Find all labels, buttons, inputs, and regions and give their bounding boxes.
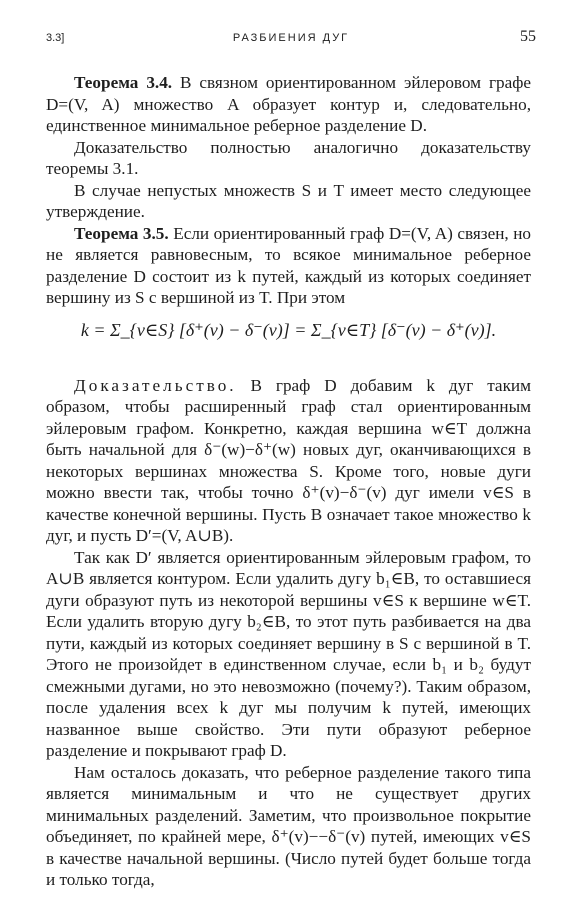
theorem-text: В связном ориентированном эйлеровом графе D=(V, A) множество A образует контур и, следовательно, единственное минимальное реберное разделение D.	[46, 73, 532, 135]
paragraph-text: Доказательство полностью аналогично доказательству теоремы 3.1.	[46, 137, 531, 178]
page-number: 55	[520, 28, 536, 45]
display-formula: k = Σ_{v∈S} [δ⁺(v) − δ⁻(v)] = Σ_{v∈T} [δ⁻(v) − δ⁺(v)].	[80, 319, 497, 340]
theorem-text: Если ориентированный граф D=(V, A) связен, но не является равновесным, то всякое минимальное реберное разделение D состоит из k путей, каждый из которых соединяет вершину из S с вершиной из T. При этом	[46, 223, 531, 307]
proof-reference	[46, 137, 531, 180]
continuation-paragraph	[46, 547, 531, 762]
paragraph-text: В случае непустых множеств S и T имеет место следующее утверждение.	[46, 180, 531, 221]
nonempty-case	[46, 180, 531, 223]
page-header	[46, 28, 536, 50]
running-title: РАЗБИЕНИЯ ДУГ	[232, 32, 350, 44]
paragraph-text: Так как D′ является ориентированным эйлеровым графом, то A∪B является контуром. Если удалить дугу b₁∈B, то оставшиеся дуги образуют путь из некоторой вершины v∈S к вершине w∈T. Если удалить вторую дугу b₂∈B, то этот путь разбивается на два пути, каждый из которых соединяет вершину в S с вершиной в T. Этого не произойдет в единственном случае, если b₁ и b₂ будут смежными дугами, но это невозможно (почему?). Таким образом, после удаления всех k дуг мы получим k путей, имеющих названное выше свойство. Эти пути образуют реберное разделение и покрывают граф D.	[46, 547, 531, 760]
page-body	[46, 72, 531, 891]
proof-text: В граф D добавим k дуг таким образом, чтобы расширенный граф стал ориентированным эйлеровым графом. Конкретно, каждая вершина w∈T должна быть начальной для δ⁻(w)−δ⁺(w) новых дуг, оканчивающихся в некоторых вершинах множества S. Кроме того, новые дуги можно ввести так, чтобы точно δ⁺(v)−δ⁻(v) дуг имели v∈S в качестве конечной вершины. Пусть B означает такое множество k дуг, и пусть D′=(V, A∪B).	[46, 375, 531, 545]
theorem-3-5	[46, 223, 531, 309]
proof-label: Доказательство.	[74, 375, 237, 395]
theorem-label: Теорема 3.5.	[74, 223, 169, 243]
theorem-3-4	[46, 72, 531, 137]
continuation-paragraph	[46, 762, 531, 891]
theorem-label: Теорема 3.4.	[74, 73, 173, 92]
proof-paragraph	[46, 375, 531, 547]
paragraph-text: Нам осталось доказать, что реберное разделение такого типа является минимальным и что не существует других минимальных разделений. Заметим, что произвольное покрытие объединяет, по крайней мере, δ⁺(v)−−δ⁻(v) путей, имеющих v∈S в качестве начальной вершины. (Число путей будет больше тогда и только тогда,	[46, 762, 531, 889]
section-number: 3.3]	[46, 32, 65, 44]
